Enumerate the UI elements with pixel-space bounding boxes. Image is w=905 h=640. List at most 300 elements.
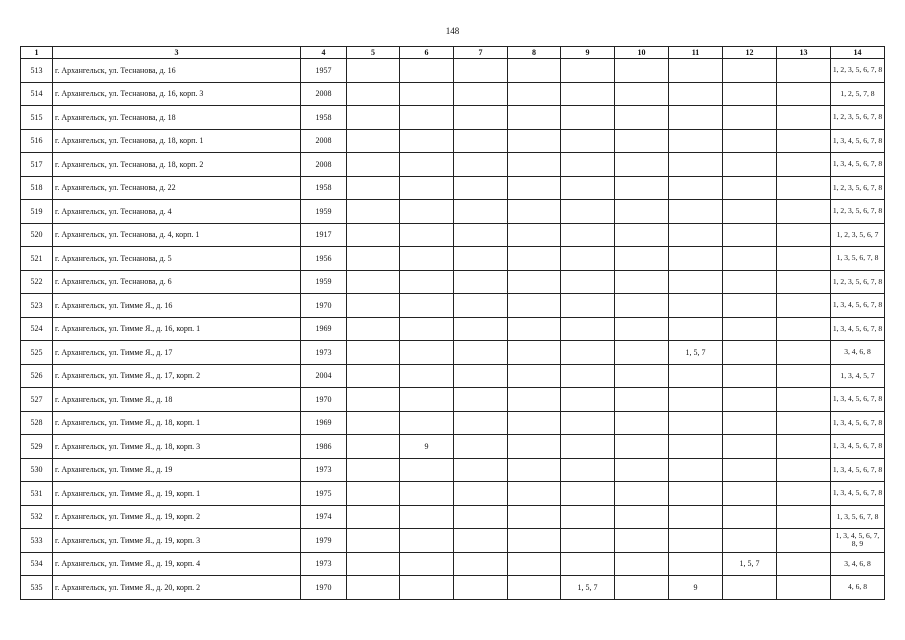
table-cell-col-4: 1959 <box>301 270 347 294</box>
table-cell-col-8 <box>508 505 561 529</box>
table-cell-col-13 <box>777 294 831 318</box>
table-cell-col-7 <box>454 317 508 341</box>
table-cell-col-8 <box>508 270 561 294</box>
table-cell-col-3: г. Архангельск, ул. Теснанова, д. 5 <box>53 247 301 271</box>
table-cell-col-10 <box>615 176 669 200</box>
table-cell-col-4: 1973 <box>301 552 347 576</box>
column-header-13: 13 <box>777 47 831 59</box>
table-cell-col-5 <box>347 529 400 553</box>
table-cell-col-13 <box>777 223 831 247</box>
table-cell-col-3: г. Архангельск, ул. Тимме Я., д. 19 <box>53 458 301 482</box>
table-cell-col-1: 523 <box>21 294 53 318</box>
table-cell-col-12 <box>723 482 777 506</box>
table-cell-col-1: 524 <box>21 317 53 341</box>
table-cell-col-10 <box>615 388 669 412</box>
table-cell-col-1: 515 <box>21 106 53 130</box>
table-cell-col-6 <box>400 153 454 177</box>
table-cell-col-12 <box>723 435 777 459</box>
table-cell-col-11 <box>669 435 723 459</box>
table-row <box>21 341 885 365</box>
table-cell-col-1: 527 <box>21 388 53 412</box>
table-cell-col-9 <box>561 200 615 224</box>
table-cell-col-6 <box>400 482 454 506</box>
table-cell-col-14: 1, 3, 4, 5, 6, 7, 8 <box>831 129 885 153</box>
table-cell-col-10 <box>615 294 669 318</box>
table-cell-col-14: 1, 3, 4, 5, 6, 7, 8 <box>831 435 885 459</box>
table-cell-col-11 <box>669 482 723 506</box>
table-cell-col-3: г. Архангельск, ул. Теснанова, д. 22 <box>53 176 301 200</box>
table-row <box>21 294 885 318</box>
table-cell-col-13 <box>777 82 831 106</box>
table-cell-col-9: 1, 5, 7 <box>561 576 615 600</box>
table-cell-col-6 <box>400 364 454 388</box>
table-cell-col-7 <box>454 435 508 459</box>
table-cell-col-1: 517 <box>21 153 53 177</box>
table-cell-col-6 <box>400 106 454 130</box>
table-cell-col-1: 525 <box>21 341 53 365</box>
table-cell-col-12 <box>723 82 777 106</box>
table-cell-col-9 <box>561 388 615 412</box>
table-cell-col-11 <box>669 505 723 529</box>
table-cell-col-9 <box>561 294 615 318</box>
table-cell-col-11 <box>669 129 723 153</box>
table-cell-col-5 <box>347 341 400 365</box>
table-cell-col-1: 526 <box>21 364 53 388</box>
table-cell-col-14: 1, 2, 3, 5, 6, 7, 8 <box>831 176 885 200</box>
table-cell-col-7 <box>454 153 508 177</box>
table-cell-col-6 <box>400 176 454 200</box>
table-cell-col-11 <box>669 317 723 341</box>
table-cell-col-4: 1969 <box>301 317 347 341</box>
table-cell-col-1: 530 <box>21 458 53 482</box>
table-cell-col-12 <box>723 129 777 153</box>
table-row <box>21 576 885 600</box>
table-cell-col-14: 1, 3, 4, 5, 6, 7, 8 <box>831 294 885 318</box>
table-cell-col-3: г. Архангельск, ул. Тимме Я., д. 19, корп. 2 <box>53 505 301 529</box>
table-cell-col-5 <box>347 223 400 247</box>
table-row <box>21 505 885 529</box>
table-cell-col-8 <box>508 341 561 365</box>
table-cell-col-3: г. Архангельск, ул. Теснанова, д. 16 <box>53 59 301 83</box>
table-row <box>21 247 885 271</box>
table-cell-col-4: 2008 <box>301 129 347 153</box>
table-cell-col-4: 1958 <box>301 176 347 200</box>
table-cell-col-5 <box>347 411 400 435</box>
table-cell-col-7 <box>454 411 508 435</box>
table-cell-col-10 <box>615 223 669 247</box>
table-cell-col-3: г. Архангельск, ул. Теснанова, д. 4 <box>53 200 301 224</box>
table-cell-col-5 <box>347 482 400 506</box>
table-cell-col-6 <box>400 59 454 83</box>
table-cell-col-13 <box>777 505 831 529</box>
table-cell-col-5 <box>347 247 400 271</box>
table-cell-col-9 <box>561 435 615 459</box>
table-cell-col-9 <box>561 176 615 200</box>
table-cell-col-6 <box>400 270 454 294</box>
table-cell-col-14: 1, 3, 4, 5, 6, 7, 8 <box>831 317 885 341</box>
table-cell-col-13 <box>777 129 831 153</box>
table-cell-col-10 <box>615 576 669 600</box>
table-cell-col-10 <box>615 317 669 341</box>
table-cell-col-7 <box>454 200 508 224</box>
table-cell-col-10 <box>615 106 669 130</box>
table-cell-col-12 <box>723 576 777 600</box>
table-cell-col-1: 519 <box>21 200 53 224</box>
table-cell-col-5 <box>347 294 400 318</box>
table-cell-col-7 <box>454 294 508 318</box>
table-cell-col-3: г. Архангельск, ул. Тимме Я., д. 18 <box>53 388 301 412</box>
table-cell-col-6 <box>400 247 454 271</box>
table-cell-col-5 <box>347 200 400 224</box>
table-cell-col-4: 1986 <box>301 435 347 459</box>
table-cell-col-5 <box>347 129 400 153</box>
table-cell-col-12 <box>723 223 777 247</box>
table-cell-col-10 <box>615 529 669 553</box>
column-header-1: 1 <box>21 47 53 59</box>
table-cell-col-1: 535 <box>21 576 53 600</box>
page-number: 148 <box>445 26 460 36</box>
table-cell-col-11 <box>669 223 723 247</box>
table-cell-col-3: г. Архангельск, ул. Теснанова, д. 18, корп. 1 <box>53 129 301 153</box>
table-cell-col-8 <box>508 223 561 247</box>
table-cell-col-14: 1, 3, 4, 5, 6, 7, 8 <box>831 458 885 482</box>
table-cell-col-4: 1956 <box>301 247 347 271</box>
table-cell-col-4: 1917 <box>301 223 347 247</box>
table-cell-col-10 <box>615 364 669 388</box>
table-cell-col-8 <box>508 576 561 600</box>
table-cell-col-8 <box>508 247 561 271</box>
table-cell-col-14: 1, 2, 3, 5, 6, 7, 8 <box>831 59 885 83</box>
table-cell-col-6 <box>400 82 454 106</box>
table-cell-col-12 <box>723 153 777 177</box>
table-cell-col-11 <box>669 364 723 388</box>
table-cell-col-5 <box>347 176 400 200</box>
table-cell-col-11 <box>669 388 723 412</box>
table-cell-col-11 <box>669 458 723 482</box>
table-cell-col-10 <box>615 129 669 153</box>
table-cell-col-3: г. Архангельск, ул. Тимме Я., д. 20, корп. 2 <box>53 576 301 600</box>
table-cell-col-9 <box>561 59 615 83</box>
table-cell-col-7 <box>454 106 508 130</box>
table-cell-col-6: 9 <box>400 435 454 459</box>
table-cell-col-5 <box>347 388 400 412</box>
table-cell-col-12: 1, 5, 7 <box>723 552 777 576</box>
table-cell-col-10 <box>615 482 669 506</box>
table-cell-col-7 <box>454 482 508 506</box>
table-cell-col-10 <box>615 270 669 294</box>
table-cell-col-6 <box>400 458 454 482</box>
table-row <box>21 82 885 106</box>
table-cell-col-11 <box>669 294 723 318</box>
table-row <box>21 59 885 83</box>
table-cell-col-9 <box>561 223 615 247</box>
table-cell-col-12 <box>723 317 777 341</box>
table-cell-col-8 <box>508 317 561 341</box>
table-cell-col-10 <box>615 247 669 271</box>
table-cell-col-8 <box>508 411 561 435</box>
table-cell-col-5 <box>347 435 400 459</box>
table-cell-col-3: г. Архангельск, ул. Тимме Я., д. 17 <box>53 341 301 365</box>
table-cell-col-13 <box>777 458 831 482</box>
table-cell-col-5 <box>347 59 400 83</box>
table-cell-col-12 <box>723 176 777 200</box>
table-cell-col-1: 513 <box>21 59 53 83</box>
table-cell-col-10 <box>615 435 669 459</box>
column-header-3: 3 <box>53 47 301 59</box>
table-cell-col-9 <box>561 364 615 388</box>
table-cell-col-7 <box>454 505 508 529</box>
table-cell-col-6 <box>400 200 454 224</box>
table-cell-col-14: 1, 2, 3, 5, 6, 7, 8 <box>831 270 885 294</box>
table-cell-col-9 <box>561 153 615 177</box>
table-cell-col-3: г. Архангельск, ул. Теснанова, д. 6 <box>53 270 301 294</box>
table-cell-col-14: 1, 3, 4, 5, 6, 7, 8 <box>831 153 885 177</box>
table-cell-col-8 <box>508 458 561 482</box>
table-cell-col-6 <box>400 411 454 435</box>
table-cell-col-12 <box>723 411 777 435</box>
table-cell-col-8 <box>508 529 561 553</box>
table-cell-col-10 <box>615 341 669 365</box>
table-cell-col-4: 2008 <box>301 153 347 177</box>
table-cell-col-7 <box>454 458 508 482</box>
table-cell-col-5 <box>347 552 400 576</box>
table-cell-col-7 <box>454 82 508 106</box>
table-cell-col-11 <box>669 411 723 435</box>
table-cell-col-8 <box>508 82 561 106</box>
column-header-14: 14 <box>831 47 885 59</box>
table-cell-col-13 <box>777 176 831 200</box>
column-header-12: 12 <box>723 47 777 59</box>
table-cell-col-11 <box>669 247 723 271</box>
table-cell-col-4: 1970 <box>301 294 347 318</box>
table-header <box>21 47 885 59</box>
table-cell-col-8 <box>508 435 561 459</box>
table-cell-col-8 <box>508 176 561 200</box>
table-cell-col-7 <box>454 59 508 83</box>
table-cell-col-4: 1959 <box>301 200 347 224</box>
table-cell-col-9 <box>561 270 615 294</box>
table-cell-col-6 <box>400 388 454 412</box>
table-cell-col-7 <box>454 247 508 271</box>
table-cell-col-1: 531 <box>21 482 53 506</box>
table-cell-col-3: г. Архангельск, ул. Тимме Я., д. 17, корп. 2 <box>53 364 301 388</box>
table-cell-col-12 <box>723 364 777 388</box>
table-cell-col-5 <box>347 364 400 388</box>
table-cell-col-9 <box>561 552 615 576</box>
table-cell-col-1: 514 <box>21 82 53 106</box>
table-cell-col-7 <box>454 341 508 365</box>
table-cell-col-13 <box>777 106 831 130</box>
table-cell-col-8 <box>508 552 561 576</box>
table-cell-col-14: 1, 2, 5, 7, 8 <box>831 82 885 106</box>
table-cell-col-14: 1, 2, 3, 5, 6, 7, 8 <box>831 200 885 224</box>
table-cell-col-13 <box>777 482 831 506</box>
column-header-6: 6 <box>400 47 454 59</box>
table-cell-col-12 <box>723 294 777 318</box>
table-cell-col-14: 4, 6, 8 <box>831 576 885 600</box>
table-row <box>21 482 885 506</box>
table-cell-col-5 <box>347 270 400 294</box>
table-row <box>21 552 885 576</box>
table-cell-col-9 <box>561 106 615 130</box>
table-cell-col-12 <box>723 505 777 529</box>
table-cell-col-3: г. Архангельск, ул. Теснанова, д. 18 <box>53 106 301 130</box>
table-cell-col-12 <box>723 529 777 553</box>
table-cell-col-10 <box>615 200 669 224</box>
table-cell-col-14: 1, 3, 4, 5, 6, 7, 8, 9 <box>831 529 885 553</box>
table-cell-col-3: г. Архангельск, ул. Тимме Я., д. 19, корп. 3 <box>53 529 301 553</box>
table-cell-col-6 <box>400 552 454 576</box>
table-cell-col-11 <box>669 59 723 83</box>
table-cell-col-7 <box>454 176 508 200</box>
table-cell-col-4: 1970 <box>301 388 347 412</box>
table-cell-col-12 <box>723 247 777 271</box>
table-row <box>21 435 885 459</box>
table-cell-col-1: 529 <box>21 435 53 459</box>
table-cell-col-13 <box>777 270 831 294</box>
table-cell-col-7 <box>454 223 508 247</box>
table-cell-col-8 <box>508 106 561 130</box>
table-cell-col-12 <box>723 270 777 294</box>
column-header-5: 5 <box>347 47 400 59</box>
table-row <box>21 270 885 294</box>
table-cell-col-11 <box>669 270 723 294</box>
table-cell-col-9 <box>561 458 615 482</box>
table-cell-col-7 <box>454 270 508 294</box>
table-cell-col-10 <box>615 59 669 83</box>
table-cell-col-6 <box>400 294 454 318</box>
table-cell-col-3: г. Архангельск, ул. Теснанова, д. 4, корп. 1 <box>53 223 301 247</box>
table-cell-col-9 <box>561 482 615 506</box>
table-cell-col-8 <box>508 364 561 388</box>
table-row <box>21 317 885 341</box>
table-cell-col-5 <box>347 106 400 130</box>
table-cell-col-4: 1973 <box>301 341 347 365</box>
table-cell-col-4: 1979 <box>301 529 347 553</box>
column-header-11: 11 <box>669 47 723 59</box>
table-cell-col-5 <box>347 317 400 341</box>
table-cell-col-8 <box>508 294 561 318</box>
table-cell-col-6 <box>400 505 454 529</box>
table-row <box>21 106 885 130</box>
table-cell-col-4: 1958 <box>301 106 347 130</box>
table-cell-col-6 <box>400 576 454 600</box>
table-cell-col-13 <box>777 200 831 224</box>
table-row <box>21 458 885 482</box>
table-cell-col-5 <box>347 458 400 482</box>
table-cell-col-12 <box>723 341 777 365</box>
table-cell-col-11 <box>669 82 723 106</box>
header-row <box>21 47 885 59</box>
table-cell-col-8 <box>508 388 561 412</box>
table-cell-col-5 <box>347 82 400 106</box>
table-cell-col-5 <box>347 505 400 529</box>
table-cell-col-1: 518 <box>21 176 53 200</box>
table-cell-col-13 <box>777 341 831 365</box>
table-body <box>21 59 885 600</box>
table-cell-col-8 <box>508 153 561 177</box>
table-cell-col-1: 522 <box>21 270 53 294</box>
table-cell-col-10 <box>615 552 669 576</box>
table-cell-col-8 <box>508 482 561 506</box>
table-cell-col-1: 528 <box>21 411 53 435</box>
table-cell-col-4: 1975 <box>301 482 347 506</box>
table-cell-col-3: г. Архангельск, ул. Тимме Я., д. 19, корп. 4 <box>53 552 301 576</box>
table-cell-col-1: 533 <box>21 529 53 553</box>
table-cell-col-11 <box>669 153 723 177</box>
table-cell-col-7 <box>454 364 508 388</box>
table-cell-col-6 <box>400 529 454 553</box>
table-cell-col-11: 1, 5, 7 <box>669 341 723 365</box>
table-cell-col-11 <box>669 106 723 130</box>
table-cell-col-13 <box>777 576 831 600</box>
table-row <box>21 388 885 412</box>
table-cell-col-4: 1970 <box>301 576 347 600</box>
table-cell-col-10 <box>615 458 669 482</box>
table-row <box>21 529 885 553</box>
table-cell-col-12 <box>723 458 777 482</box>
table-cell-col-4: 1973 <box>301 458 347 482</box>
table-cell-col-4: 2008 <box>301 82 347 106</box>
table-cell-col-9 <box>561 341 615 365</box>
table-cell-col-14: 3, 4, 6, 8 <box>831 341 885 365</box>
column-header-4: 4 <box>301 47 347 59</box>
table-cell-col-14: 1, 3, 4, 5, 6, 7, 8 <box>831 388 885 412</box>
table-cell-col-13 <box>777 388 831 412</box>
table-cell-col-3: г. Архангельск, ул. Тимме Я., д. 18, корп. 1 <box>53 411 301 435</box>
table-cell-col-13 <box>777 153 831 177</box>
table-cell-col-3: г. Архангельск, ул. Тимме Я., д. 16 <box>53 294 301 318</box>
table-cell-col-14: 1, 3, 5, 6, 7, 8 <box>831 247 885 271</box>
table-cell-col-14: 1, 3, 4, 5, 6, 7, 8 <box>831 482 885 506</box>
table-cell-col-9 <box>561 129 615 153</box>
table-cell-col-14: 1, 3, 5, 6, 7, 8 <box>831 505 885 529</box>
table-cell-col-5 <box>347 576 400 600</box>
data-table <box>20 46 885 600</box>
table-cell-col-11 <box>669 176 723 200</box>
table-row <box>21 153 885 177</box>
table-cell-col-10 <box>615 153 669 177</box>
table-cell-col-9 <box>561 317 615 341</box>
table-row <box>21 200 885 224</box>
table-cell-col-14: 1, 2, 3, 5, 6, 7, 8 <box>831 106 885 130</box>
column-header-10: 10 <box>615 47 669 59</box>
table-cell-col-1: 520 <box>21 223 53 247</box>
table-cell-col-11 <box>669 552 723 576</box>
table-cell-col-13 <box>777 247 831 271</box>
table-cell-col-13 <box>777 59 831 83</box>
table-cell-col-13 <box>777 364 831 388</box>
table-cell-col-12 <box>723 200 777 224</box>
table-cell-col-8 <box>508 129 561 153</box>
table-cell-col-4: 1974 <box>301 505 347 529</box>
table-row <box>21 223 885 247</box>
table-cell-col-11 <box>669 529 723 553</box>
table-cell-col-8 <box>508 200 561 224</box>
table-cell-col-1: 516 <box>21 129 53 153</box>
table-cell-col-9 <box>561 505 615 529</box>
table-cell-col-14: 1, 2, 3, 5, 6, 7 <box>831 223 885 247</box>
column-header-7: 7 <box>454 47 508 59</box>
table-cell-col-13 <box>777 529 831 553</box>
table-cell-col-7 <box>454 529 508 553</box>
table-row <box>21 364 885 388</box>
table-cell-col-10 <box>615 82 669 106</box>
table-cell-col-6 <box>400 317 454 341</box>
table-cell-col-6 <box>400 341 454 365</box>
table-cell-col-9 <box>561 247 615 271</box>
table-cell-col-8 <box>508 59 561 83</box>
